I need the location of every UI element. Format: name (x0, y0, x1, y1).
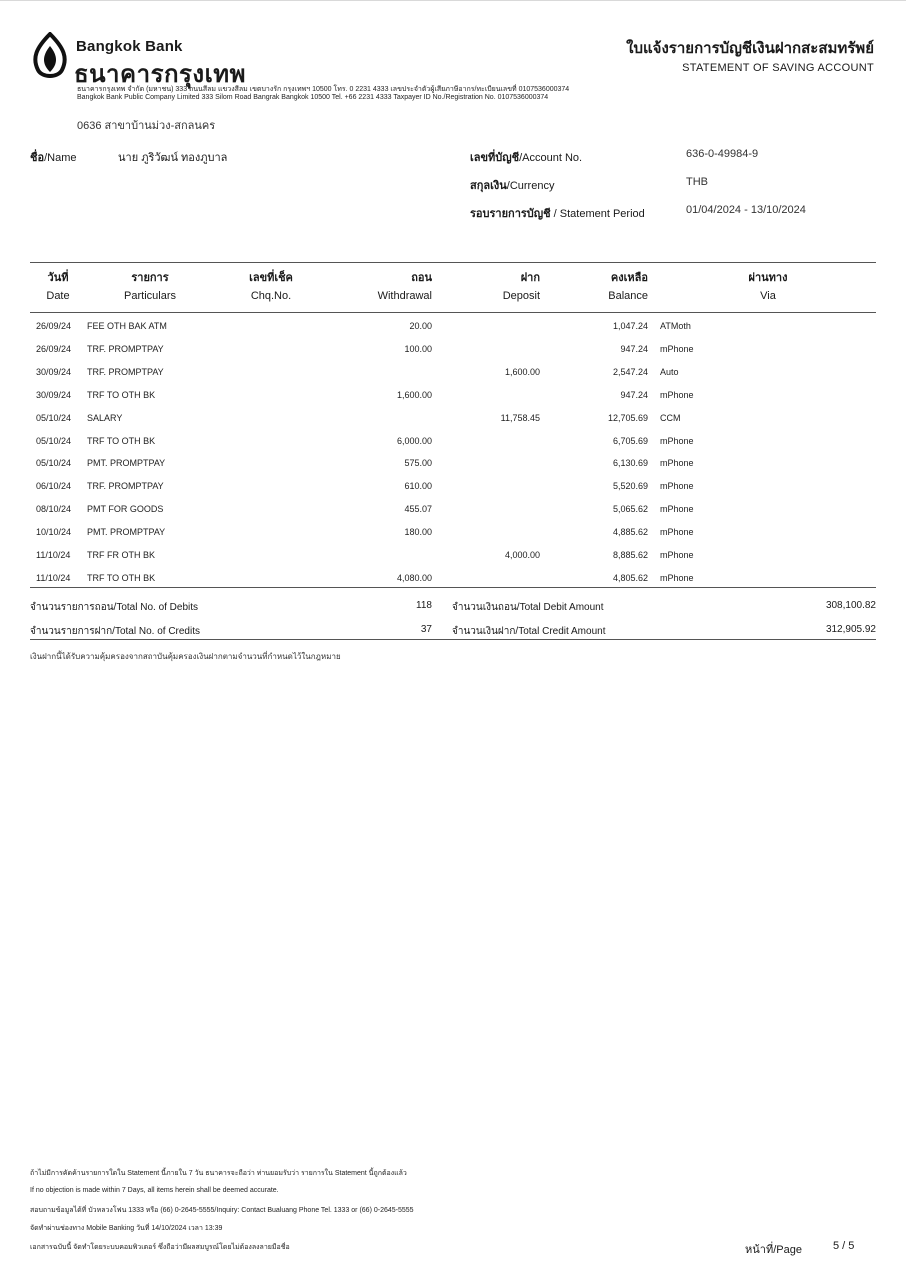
cell-withdrawal: 455.07 (404, 504, 432, 514)
cell-balance: 2,547.24 (612, 367, 648, 377)
statement-period-label-th: รอบรายการบัญชี (470, 208, 551, 220)
summary-bottom-rule (30, 639, 876, 640)
total-debits-label: จำนวนรายการถอน/Total No. of Debits (30, 602, 199, 613)
page-number-value: 5 / 5 (833, 1240, 855, 1252)
logo-text-en: Bangkok Bank (76, 38, 183, 55)
cell-balance: 1,047.24 (612, 321, 648, 331)
cell-via: mPhone (660, 481, 694, 491)
account-number-label-en: /Account No. (519, 152, 583, 164)
account-number-label (470, 148, 582, 166)
cell-date: 11/10/24 (36, 573, 71, 583)
currency-label-en: /Currency (506, 180, 555, 192)
cell-via: mPhone (660, 527, 694, 537)
cell-withdrawal: 6,000.00 (396, 436, 432, 446)
column-header-th: คงเหลือ (610, 272, 648, 284)
cell-balance: 4,885.62 (612, 527, 648, 537)
cell-balance: 947.24 (620, 344, 648, 354)
cell-date: 05/10/24 (36, 436, 72, 446)
cell-particulars: SALARY (87, 413, 123, 423)
column-header-th: เลขที่เช็ค (249, 272, 293, 284)
name-label-en: /Name (44, 152, 77, 164)
column-header-balance (568, 268, 648, 302)
currency-label-th: สกุลเงิน (470, 180, 507, 192)
column-header-particulars (100, 268, 200, 302)
name-label (30, 148, 76, 166)
column-header-date (30, 268, 86, 302)
column-header-en: Deposit (502, 290, 540, 302)
cell-balance: 8,885.62 (612, 550, 648, 560)
column-header-en: Withdrawal (377, 290, 432, 302)
cell-particulars: TRF FR OTH BK (87, 550, 155, 560)
company-address-th: ธนาคารกรุงเทพ จำกัด (มหาชน) 333 ถนนสีลม แขวงสีลม เขตบางรัก กรุงเทพฯ 10500 โทร. 0 2231 4333 เลขประจำตัวผู้เสียภาษีอากร/ทะเบียนเลขที่ 0107536000374 (77, 86, 570, 93)
cell-balance: 5,520.69 (612, 481, 648, 491)
cell-date: 05/10/24 (36, 458, 72, 468)
cell-date: 30/09/24 (36, 390, 72, 400)
cell-deposit: 1,600.00 (504, 367, 540, 377)
cell-balance: 4,805.62 (612, 573, 648, 583)
table-bottom-rule (30, 587, 876, 588)
cell-withdrawal: 610.00 (404, 481, 432, 491)
cell-via: mPhone (660, 458, 694, 468)
account-holder-name: นาย ภูริวัฒน์ ทองภูบาล (118, 152, 228, 164)
cell-particulars: TRF. PROMPTPAY (87, 481, 164, 491)
cell-balance: 6,130.69 (612, 458, 648, 468)
cell-date: 05/10/24 (36, 413, 72, 423)
cell-via: mPhone (660, 504, 694, 514)
column-header-th: ผ่านทาง (748, 272, 788, 284)
cell-balance: 947.24 (620, 390, 648, 400)
cell-balance: 6,705.69 (612, 436, 648, 446)
cell-withdrawal: 100.00 (404, 344, 432, 354)
total-debit-amount-label: จำนวนเงินถอน/Total Debit Amount (452, 602, 604, 613)
cell-deposit: 4,000.00 (504, 550, 540, 560)
deposit-protection-note: เงินฝากนี้ได้รับความคุ้มครองจากสถาบันคุ้มครองเงินฝากตามจำนวนที่กำหนดไว้ในกฎหมาย (30, 652, 341, 661)
column-header-en: Balance (608, 290, 648, 302)
document-title-en: STATEMENT OF SAVING ACCOUNT (682, 62, 874, 74)
total-credit-amount-label: จำนวนเงินฝาก/Total Credit Amount (452, 626, 606, 637)
cell-date: 08/10/24 (36, 504, 72, 514)
cell-via: mPhone (660, 550, 694, 560)
column-header-en: Date (46, 290, 70, 302)
cell-particulars: TRF. PROMPTPAY (87, 367, 164, 377)
column-header-deposit (460, 268, 540, 302)
cell-date: 11/10/24 (36, 550, 71, 560)
column-header-en: Chq.No. (250, 290, 292, 302)
document-title-th: ใบแจ้งรายการบัญชีเงินฝากสะสมทรัพย์ (626, 40, 874, 57)
cell-particulars: PMT FOR GOODS (87, 504, 164, 514)
cell-date: 30/09/24 (36, 367, 72, 377)
cell-via: Auto (660, 367, 679, 377)
total-credit-amount: 312,905.92 (825, 624, 876, 635)
column-header-withdrawal (352, 268, 432, 302)
column-header-th: ฝาก (520, 272, 540, 284)
footer-generated-via: จัดทำผ่านช่องทาง Mobile Banking วันที่ 14/10/2024 เวลา 13:39 (30, 1225, 223, 1232)
total-debits-count: 118 (416, 600, 432, 611)
footer-objection-th: ถ้าไม่มีการคัดค้านรายการใดใน Statement นี้ภายใน 7 วัน ธนาคารจะถือว่า ท่านยอมรับว่า รายการใน Statement นี้ถูกต้องแล้ว (30, 1170, 407, 1177)
cell-via: mPhone (660, 344, 694, 354)
cell-via: mPhone (660, 436, 694, 446)
column-header-th: ถอน (411, 272, 432, 284)
cell-withdrawal: 1,600.00 (396, 390, 432, 400)
bank-logo (30, 30, 270, 88)
logo-text-th: ธนาคารกรุงเทพ (74, 61, 246, 88)
company-address-en: Bangkok Bank Public Company Limited 333 Silom Road Bangrak Bangkok 10500 Tel. +66 2231 4333 Taxpayer ID No./Registration No. 0107536000374 (77, 94, 549, 101)
table-header-rule (30, 312, 876, 313)
statement-period-label-en: / Statement Period (550, 208, 645, 220)
footer-computer-generated: เอกสารฉบับนี้ จัดทำโดยระบบคอมพิวเตอร์ ซึ่งถือว่ามีผลสมบูรณ์โดยไม่ต้องลงลายมือชื่อ (30, 1244, 290, 1251)
account-number-value: 636-0-49984-9 (686, 148, 759, 160)
branch-name: 0636 สาขาบ้านม่วง-สกลนคร (77, 120, 216, 132)
column-header-th: รายการ (131, 272, 169, 284)
account-number-label-th: เลขที่บัญชี (470, 152, 520, 164)
total-credits-count: 37 (420, 624, 432, 635)
cell-particulars: TRF TO OTH BK (87, 436, 156, 446)
total-debit-amount: 308,100.82 (825, 600, 876, 611)
cell-via: mPhone (660, 573, 694, 583)
cell-date: 26/09/24 (36, 321, 72, 331)
currency-value: THB (686, 176, 708, 188)
cell-particulars: TRF TO OTH BK (87, 390, 156, 400)
column-header-en: Via (760, 290, 776, 302)
cell-date: 10/10/24 (36, 527, 72, 537)
cell-via: mPhone (660, 390, 694, 400)
footer-objection-en: If no objection is made within 7 Days, all items herein shall be deemed accurate. (30, 1187, 279, 1194)
cell-particulars: TRF TO OTH BK (87, 573, 156, 583)
cell-deposit: 11,758.45 (500, 413, 540, 423)
name-label-th: ชื่อ (30, 152, 45, 164)
column-header-en: Particulars (124, 290, 176, 302)
currency-label (470, 176, 554, 194)
cell-particulars: PMT. PROMPTPAY (87, 527, 166, 537)
statement-period-label (470, 204, 645, 222)
column-header-via (728, 268, 808, 302)
cell-date: 06/10/24 (36, 481, 72, 491)
footer-inquiry: สอบถามข้อมูลได้ที่ บัวหลวงโฟน 1333 หรือ (66) 0-2645-5555/Inquiry: Contact Bualuang Phone Tel. 1333 or (66) 0-2645-5555 (30, 1207, 414, 1214)
cell-withdrawal: 575.00 (404, 458, 432, 468)
total-credits-label: จำนวนรายการฝาก/Total No. of Credits (30, 626, 200, 637)
table-top-rule (30, 262, 876, 263)
column-header-chq-no (236, 268, 306, 302)
page-number-label: หน้าที่/Page (745, 1244, 802, 1256)
cell-balance: 5,065.62 (612, 504, 648, 514)
cell-via: CCM (660, 413, 681, 423)
cell-balance: 12,705.69 (607, 413, 648, 423)
column-header-th: วันที่ (47, 272, 69, 284)
cell-via: ATMoth (660, 321, 691, 331)
cell-particulars: PMT. PROMPTPAY (87, 458, 166, 468)
cell-particulars: FEE OTH BAK ATM (87, 321, 167, 331)
page-top-border (0, 0, 906, 1)
cell-date: 26/09/24 (36, 344, 72, 354)
bualuang-lotus-icon (30, 32, 70, 82)
cell-withdrawal: 20.00 (409, 321, 432, 331)
cell-withdrawal: 180.00 (404, 527, 432, 537)
cell-particulars: TRF. PROMPTPAY (87, 344, 164, 354)
statement-period-value: 01/04/2024 - 13/10/2024 (686, 204, 806, 216)
cell-withdrawal: 4,080.00 (396, 573, 432, 583)
